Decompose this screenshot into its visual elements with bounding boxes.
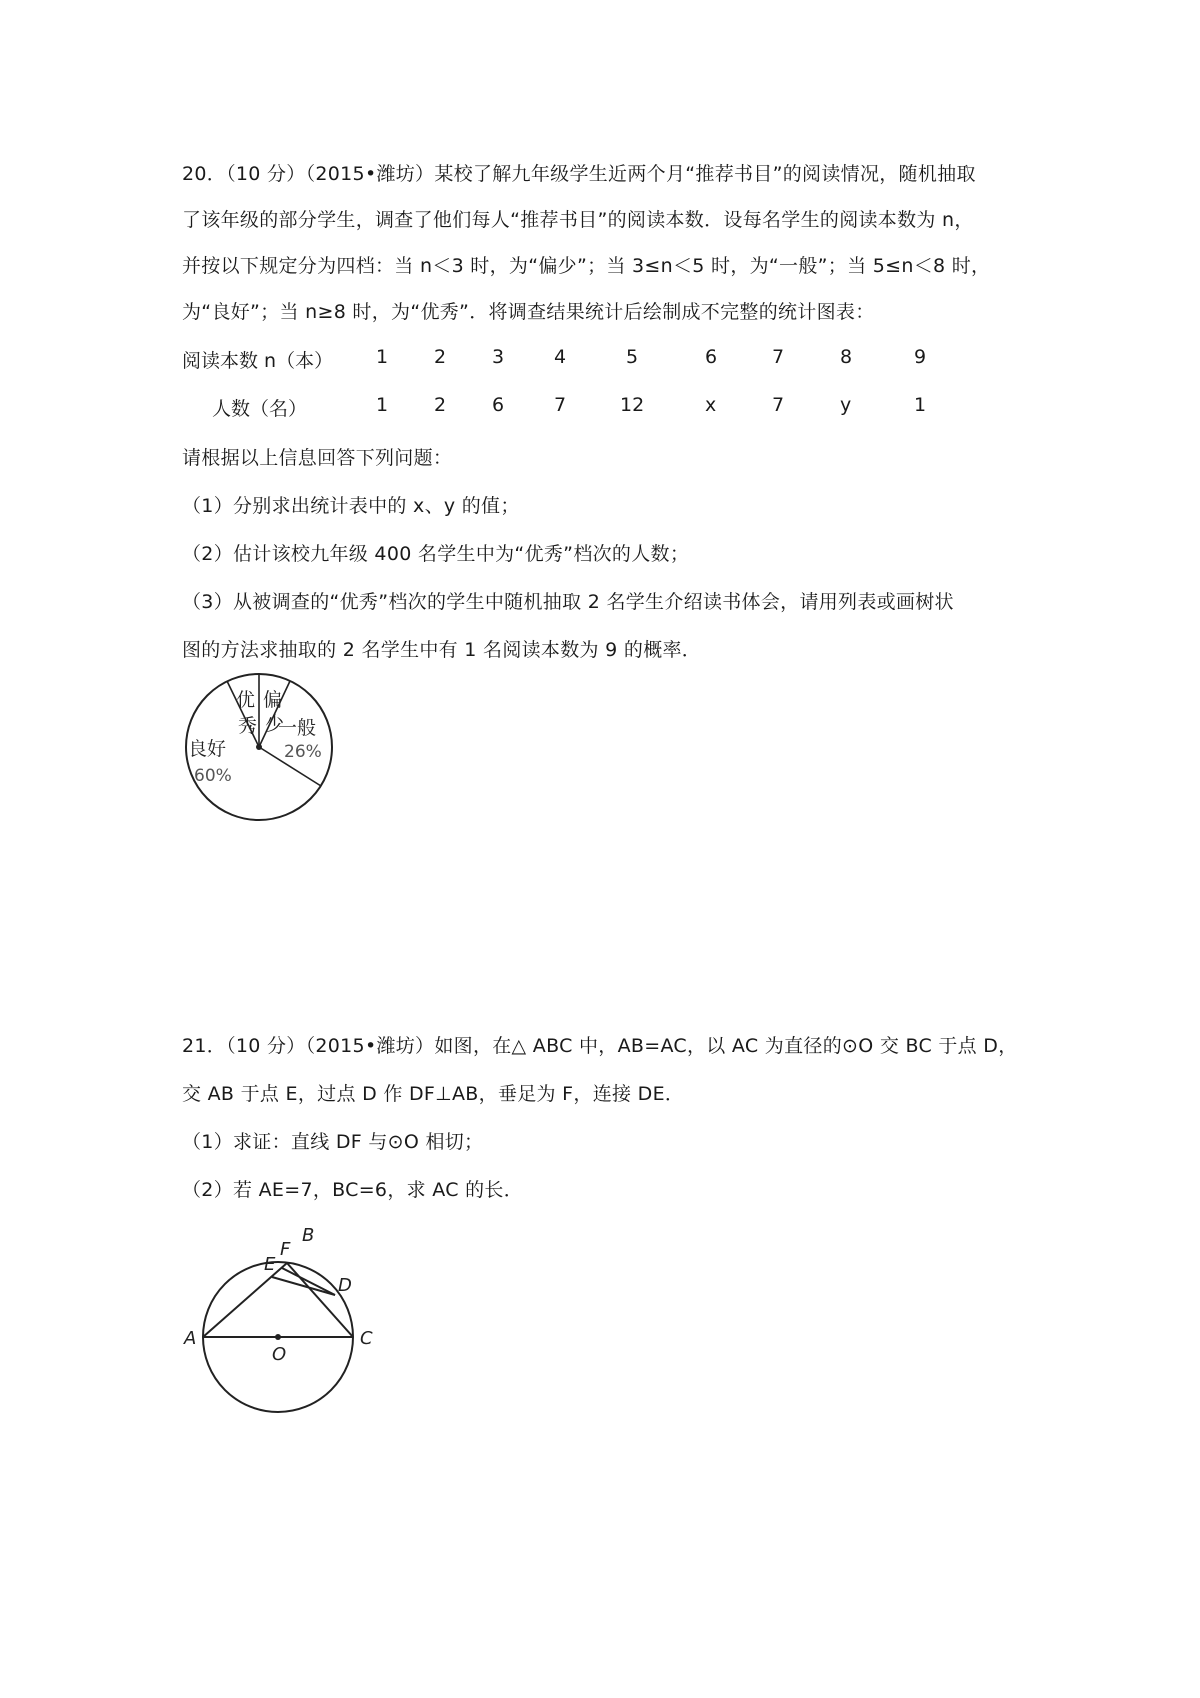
q20-sub2: （2）估计该校九年级 400 名学生中为“优秀”档次的人数；: [182, 543, 690, 565]
q20-line-3: 并按以下规定分为四档：当 n＜3 时，为“偏少”；当 3≤n＜5 时，为“一般”；当 5≤n＜8 时，: [182, 255, 991, 277]
table-cell: 7: [554, 394, 567, 416]
label-d: D: [338, 1275, 352, 1296]
q21-sub2: （2）若 AE=7，BC=6，求 AC 的长．: [182, 1179, 524, 1201]
pie-label-pianshao: 少: [265, 713, 285, 735]
pie-label-youxiu: 优: [236, 689, 256, 711]
table-cell: 1: [914, 394, 927, 416]
table-cell: 6: [492, 394, 505, 416]
table-cell: 7: [772, 394, 785, 416]
table-row-people: [182, 394, 982, 424]
label-e: E: [264, 1254, 276, 1275]
table-row-label: 人数（名）: [212, 398, 308, 420]
table-row-label: 阅读本数 n（本）: [182, 350, 334, 372]
geometry-figure: [176, 1210, 386, 1430]
pie-label-lianghao: 良好: [188, 738, 227, 760]
table-row-books: [182, 346, 982, 376]
label-o: O: [272, 1344, 287, 1365]
pie-pct-lianghao: 60%: [194, 766, 232, 786]
table-cell: 5: [626, 346, 639, 368]
label-a: A: [184, 1328, 197, 1349]
table-cell: x: [705, 394, 717, 416]
table-cell: 3: [492, 346, 505, 368]
q20-line-4: 为“良好”；当 n≥8 时，为“优秀”．将调查结果统计后绘制成不完整的统计图表：: [182, 301, 875, 323]
center-o-dot: [275, 1334, 281, 1340]
table-cell: 8: [840, 346, 853, 368]
table-cell: 9: [914, 346, 927, 368]
label-c: C: [360, 1328, 373, 1349]
pie-chart: [178, 670, 348, 830]
table-cell: 1: [376, 346, 389, 368]
table-cell: 12: [620, 394, 645, 416]
table-cell: 7: [772, 346, 785, 368]
table-cell: y: [840, 394, 852, 416]
pie-label-youxiu: 秀: [238, 715, 258, 737]
q20-sub1: （1）分别求出统计表中的 x、y 的值；: [182, 495, 520, 517]
q21-line-1: 21．（10 分）（2015•潍坊）如图，在△ ABC 中，AB=AC，以 AC 为直径的⊙O 交 BC 于点 D，: [182, 1035, 1018, 1057]
label-f: F: [280, 1239, 291, 1260]
label-b: B: [302, 1225, 315, 1246]
q20-line-1: 20．（10 分）（2015•潍坊）某校了解九年级学生近两个月“推荐书目”的阅读情况，随机抽取: [182, 163, 976, 185]
table-cell: 2: [434, 346, 447, 368]
pie-center-dot: [256, 744, 262, 750]
table-cell: 4: [554, 346, 567, 368]
q21-line-2: 交 AB 于点 E，过点 D 作 DF⊥AB，垂足为 F，连接 DE．: [182, 1083, 685, 1105]
table-cell: 2: [434, 394, 447, 416]
q20-sub3-line1: （3）从被调查的“优秀”档次的学生中随机抽取 2 名学生介绍读书体会，请用列表或画树状: [182, 591, 954, 613]
q20-prompt: 请根据以上信息回答下列问题：: [182, 447, 453, 469]
table-cell: 6: [705, 346, 718, 368]
q20-sub3-line2: 图的方法求抽取的 2 名学生中有 1 名阅读本数为 9 的概率．: [182, 639, 702, 661]
table-cell: 1: [376, 394, 389, 416]
q21-sub1: （1）求证：直线 DF 与⊙O 相切；: [182, 1131, 484, 1153]
q20-line-2: 了该年级的部分学生，调查了他们每人“推荐书目”的阅读本数．设每名学生的阅读本数为 n，: [182, 209, 974, 231]
pie-label-yiban: 一般: [278, 717, 317, 739]
pie-pct-yiban: 26%: [284, 742, 322, 762]
pie-label-pianshao: 偏: [263, 689, 283, 711]
